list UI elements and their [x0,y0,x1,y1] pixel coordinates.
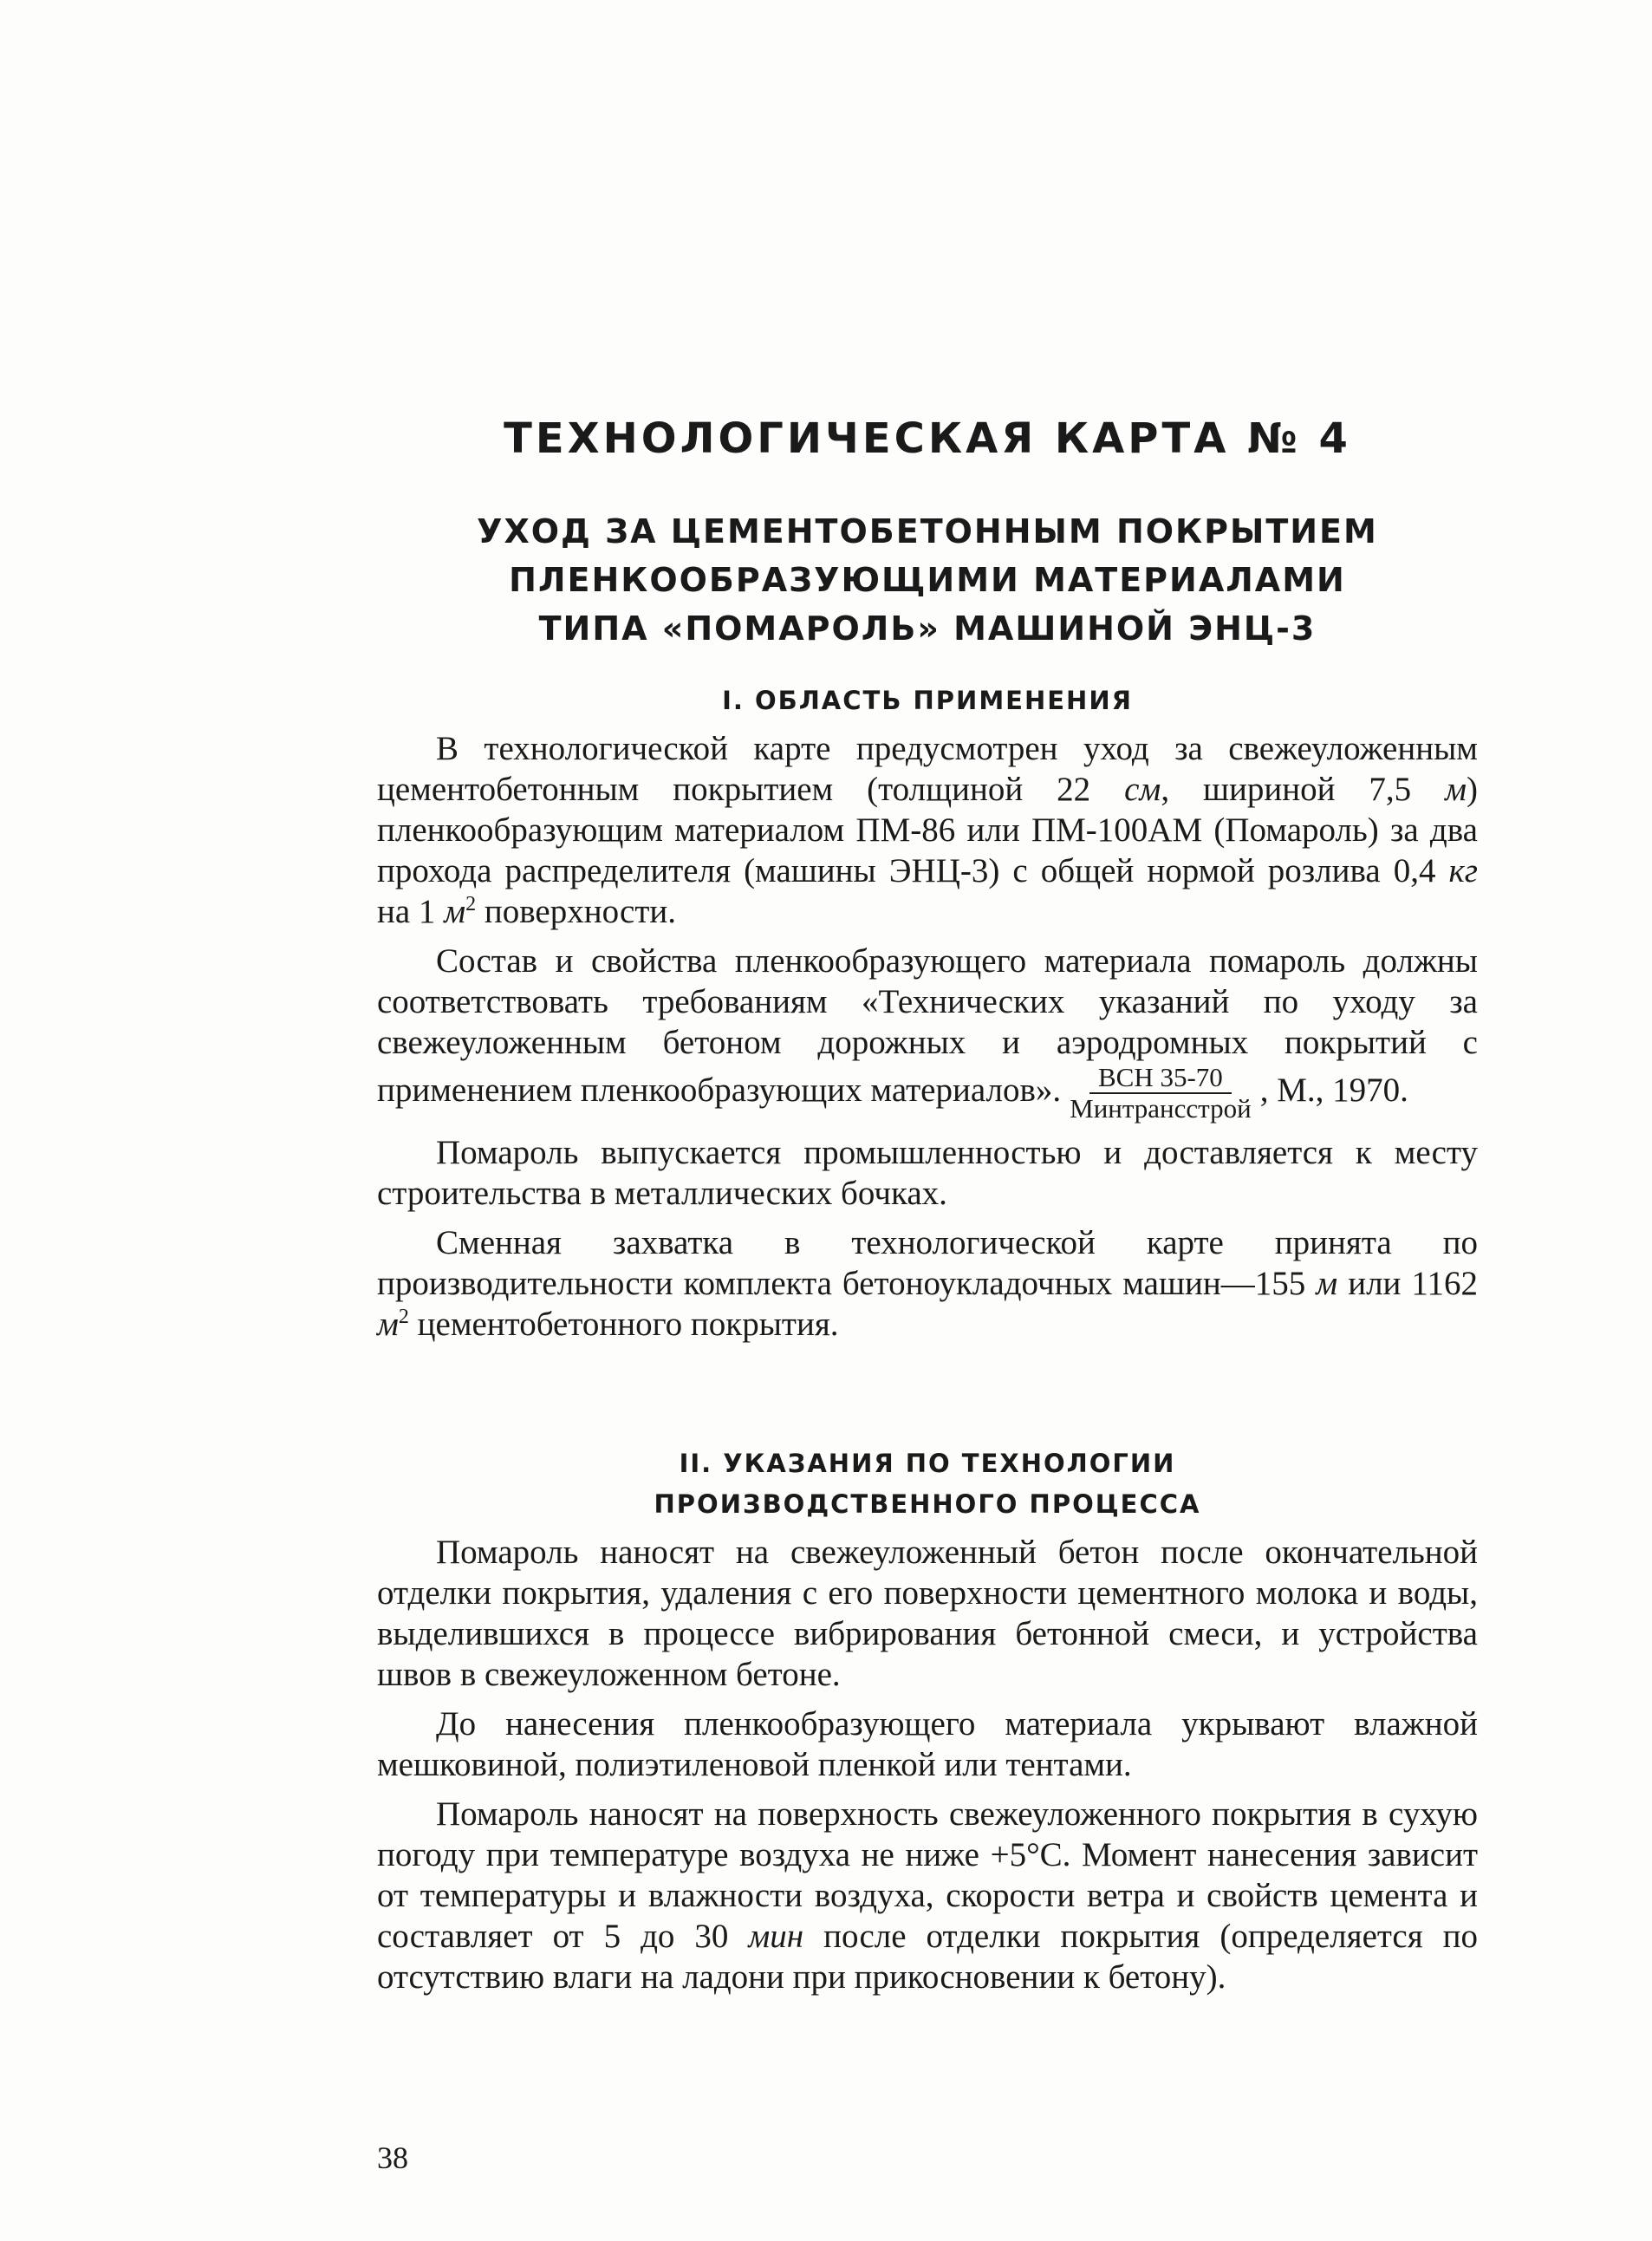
subtitle-line: УХОД ЗА ЦЕМЕНТОБЕТОННЫМ ПОКРЫТИЕМ [477,512,1378,550]
text-run: цементобетонного покрытия. [408,1306,839,1343]
section-1 [377,681,1478,1345]
text-run: поверхности. [476,893,677,930]
page-number: 38 [377,2140,408,2175]
section-2-paragraph-3 [377,1794,1478,1997]
section-1-paragraph-3: Помароль выпускается промышленностью и доставляется к месту строительства в металлических бочках. [377,1134,1478,1212]
subtitle-line: ТИПА «ПОМАРОЛЬ» МАШИНОЙ ЭНЦ-3 [538,609,1317,648]
section-1-paragraph-4 [377,1222,1478,1345]
text-run: или 1162 [1337,1265,1478,1302]
superscript: 2 [465,893,477,915]
text-run: Сменная захватка в технологической карте принята по производительности комплекта бетоноукладочных машин—155 [377,1224,1478,1302]
unit: м [1316,1265,1338,1302]
section-1-paragraph-2 [377,941,1478,1124]
section-2 [377,1443,1478,1997]
text-run: Состав и свойства пленкообразующего материала помароль должны соответствовать требованиям «Технических указаний по уходу за свежеуложенным бетоном дорожных и аэродромных покрытий с применением пленкообразующих материалов». [377,942,1478,1109]
text-run: ) пленкообразующим материалом ПМ-86 или ПМ-100АМ (Помароль) за два прохода распределителя (машины ЭНЦ-3) с общей нормой розлива 0,4 [377,771,1478,889]
unit: кг [1448,852,1478,889]
fraction-denominator: Минтрансстрой [1070,1093,1252,1124]
section-2-paragraph-2: До нанесения пленкообразующего материала укрывают влажной мешковиной, полиэтиленовой пленкой или тентами. [377,1705,1478,1783]
unit: мин [748,1918,804,1955]
unit: м [377,1306,399,1343]
section-2-heading [377,1443,1478,1525]
unit: см [1124,771,1161,808]
heading-line: ПРОИЗВОДСТВЕННОГО ПРОЦЕССА [654,1489,1201,1519]
text-run: Помароль наносят на поверхность свежеуложенного покрытия в сухую погоду при температуре воздуха не ниже +5°С. Момент нанесения зависит от температуры и влажности воздуха, скорости ветра и свойств цемента и составляет от 5 до 30 [377,1795,1478,1955]
text-run: , шириной 7,5 [1161,771,1446,808]
page-title: ТЕХНОЛОГИЧЕСКАЯ КАРТА № 4 [504,414,1351,463]
subtitle-line: ПЛЕНКООБРАЗУЮЩИМИ МАТЕРИАЛАМИ [509,561,1346,599]
text-run: , М., 1970. [1259,1071,1408,1109]
heading-line: II. УКАЗАНИЯ ПО ТЕХНОЛОГИИ [679,1449,1176,1478]
text-run: на 1 [377,893,445,930]
unit: м [1445,771,1467,808]
document-code-fraction [1066,1063,1255,1124]
section-2-paragraph-1: Помароль наносят на свежеуложенный бетон после окончательной отделки покрытия, удаления с его поверхности цементного молока и воды, выделившихся в процессе вибрирования бетонной смеси, и устройства швов в свежеуложенном бетоне. [377,1534,1478,1693]
superscript: 2 [398,1306,409,1328]
page-subtitle [377,507,1478,653]
section-1-heading: I. ОБЛАСТЬ ПРИМЕНЕНИЯ [722,686,1133,715]
unit: м [444,893,466,930]
text-run: после отделки покрытия (определяется по отсутствию влаги на ладони при прикосновении к бетону). [377,1918,1479,1996]
fraction-numerator: ВСН 35-70 [1089,1063,1232,1094]
section-1-paragraph-1 [377,728,1478,932]
text-run: В технологической карте предусмотрен уход за свежеуложенным цементобетонным покрытием (толщиной 22 [377,730,1478,808]
